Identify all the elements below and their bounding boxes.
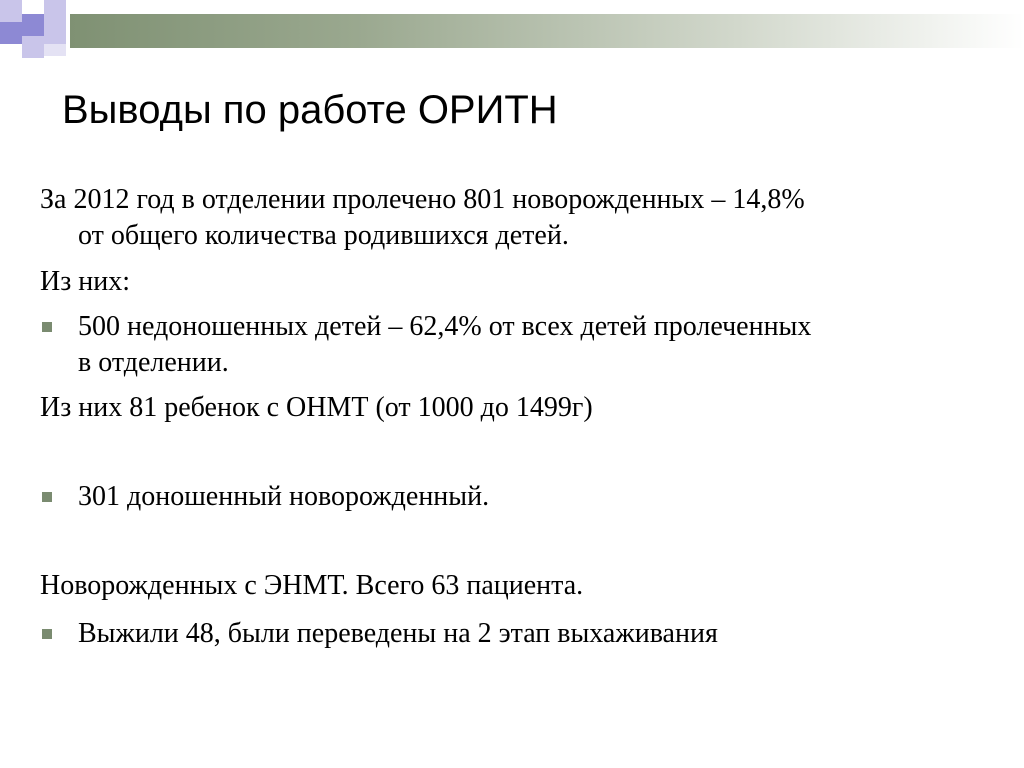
bullet-square-icon xyxy=(42,322,52,332)
bullet-item-line: 500 недоношенных детей – 62,4% от всех детей пролеченных xyxy=(78,311,812,342)
paragraph-line: от общего количества родившихся детей. xyxy=(78,220,569,251)
bullet-square-icon xyxy=(42,492,52,502)
paragraph-line: Из них 81 ребенок с ОНМТ (от 1000 до 1499г) xyxy=(40,392,593,423)
bullet-item-line: Выжили 48, были переведены на 2 этап выхаживания xyxy=(78,618,718,649)
paragraph-line: Из них: xyxy=(40,266,131,297)
paragraph-line: Новорожденных с ЭНМТ. Всего 63 пациента. xyxy=(40,570,584,601)
bullet-square-icon xyxy=(42,629,52,639)
bullet-item-line: в отделении. xyxy=(78,347,229,378)
paragraph-line: За 2012 год в отделении пролечено 801 новорожденных – 14,8% xyxy=(40,184,805,215)
bullet-item-line: 301 доношенный новорожденный. xyxy=(78,481,490,512)
slide-title: Выводы по работе ОРИТН xyxy=(62,88,558,132)
